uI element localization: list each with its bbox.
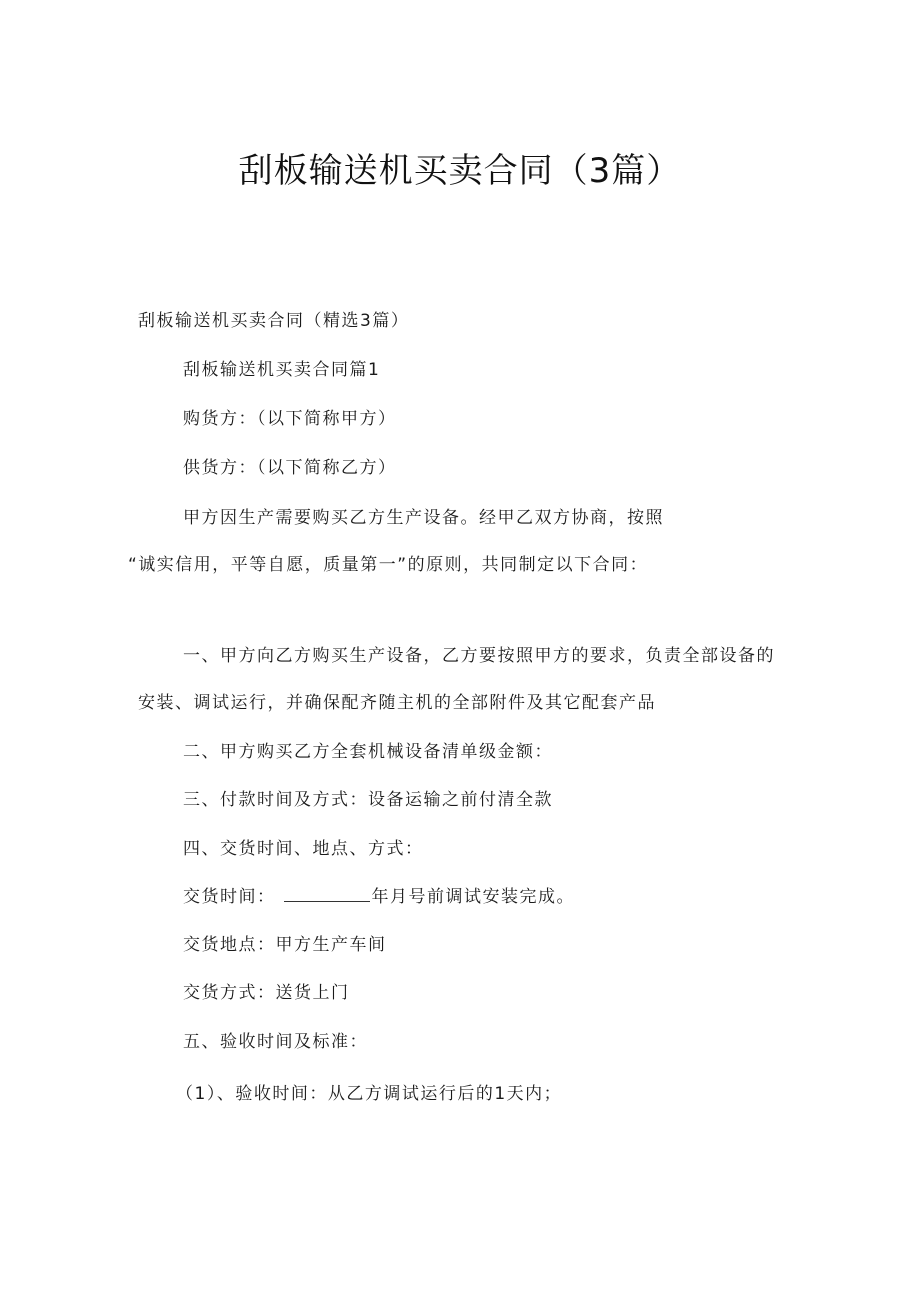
delivery-time-rest: 年月号前调试安装完成。 xyxy=(371,887,575,907)
delivery-time-blank xyxy=(284,887,370,902)
clause-2: 二、甲方购买乙方全套机械设备清单级金额： xyxy=(183,742,553,762)
seller-line: 供货方：（以下简称乙方） xyxy=(183,458,397,478)
document-title: 刮板输送机买卖合同（3篇） xyxy=(238,151,682,191)
intro-paragraph-line-2: “诚实信用，平等自愿，质量第一”的原则，共同制定以下合同： xyxy=(128,555,649,575)
section-heading: 刮板输送机买卖合同篇1 xyxy=(183,360,381,380)
clause-3: 三、付款时间及方式：设备运输之前付清全款 xyxy=(183,790,553,810)
delivery-place: 交货地点：甲方生产车间 xyxy=(183,935,387,955)
buyer-line: 购货方：（以下简称甲方） xyxy=(183,409,397,429)
clause-1-line-2: 安装、调试运行，并确保配齐随主机的全部附件及其它配套产品 xyxy=(138,693,656,713)
clause-1-line-1: 一、甲方向乙方购买生产设备，乙方要按照甲方的要求，负责全部设备的 xyxy=(183,646,775,666)
delivery-time-label: 交货时间： xyxy=(183,887,276,907)
intro-paragraph-line-1: 甲方因生产需要购买乙方生产设备。经甲乙双方协商，按照 xyxy=(183,508,664,528)
delivery-time-line xyxy=(183,884,575,910)
acceptance-time: （1）、验收时间：从乙方调试运行后的1天内； xyxy=(176,1084,563,1104)
delivery-method: 交货方式：送货上门 xyxy=(183,983,350,1003)
document-subtitle: 刮板输送机买卖合同（精选3篇） xyxy=(138,311,410,331)
clause-4: 四、交货时间、地点、方式： xyxy=(183,839,424,859)
clause-5: 五、验收时间及标准： xyxy=(183,1032,368,1052)
